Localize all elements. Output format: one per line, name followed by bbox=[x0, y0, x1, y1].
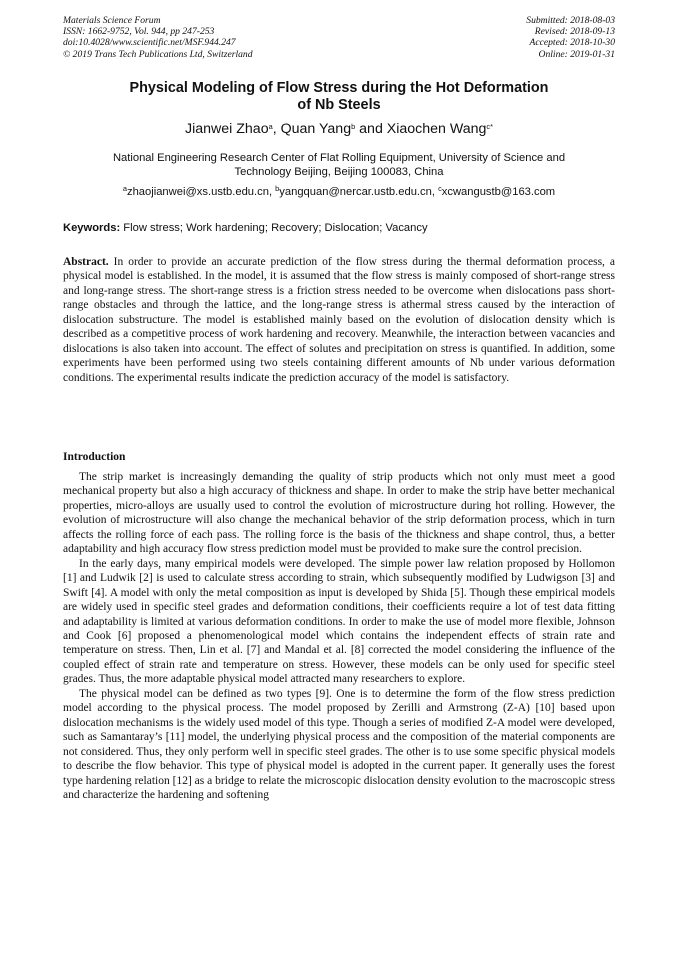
author-name: Jianwei Zhao bbox=[184, 121, 269, 137]
publication-dates bbox=[526, 15, 615, 60]
issn-line: ISSN: 1662-9752, Vol. 944, pp 247-253 bbox=[63, 26, 215, 38]
abstract bbox=[63, 255, 615, 385]
doi-line[interactable]: doi:10.4028/www.scientific.net/MSF.944.247 bbox=[63, 37, 236, 49]
author-marker: c* bbox=[486, 122, 493, 131]
paper-title bbox=[63, 80, 615, 114]
author-list bbox=[63, 121, 615, 138]
author-marker: b bbox=[351, 122, 356, 131]
affiliation-line-1: National Engineering Research Center of Flat Rolling Equipment, University of Science and bbox=[112, 152, 566, 164]
paragraph: The physical model can be defined as two types [9]. One is to determine the form of the flow stress prediction model according to the physical process. The model proposed by Zerilli and Armstrong (Z-A) [10] based upon dislocation mechanisms is the widely used model of this type. Though a series of modified Z-A model were developed, such as Samantaray’s [11] model, the underlying physical process and the composition of the material components are not considered. Thus, they only perform well in specific steel grades. The other is to use some specific physical models to describe the flow behavior. This type of physical model is adopted in the current paper. It generally uses the forest type hardening relation [12] as a bridge to relate the microscopic dislocation density evolution to the macroscopic stress and characterize the hardening and softening bbox=[63, 687, 615, 801]
keywords-text: Flow stress; Work hardening; Recovery; Dislocation; Vacancy bbox=[120, 222, 428, 234]
author-emails bbox=[63, 185, 615, 199]
paragraph: The strip market is increasingly demanding the quality of strip products which not only must meet a good mechanical property but also a high accuracy of thickness and shape. In order to make the strip have better mechanical properties, micro-alloys are usually used to control the evolution of microstructure during hot rolling. However, the evolution of microstructure will also change the mechanical behavior of the strip deformation process, which in turn affects the rolling force of each pass. The rolling force is the basis of the thickness and shape control, thus, a better adaptability and high accuracy flow stress prediction model must be provided to make sure the control precision. bbox=[63, 471, 615, 556]
author-separator: , bbox=[272, 121, 281, 137]
journal-info bbox=[63, 15, 253, 60]
abstract-text: In order to provide an accurate prediction of the flow stress during the thermal deformation process, a physical model is established. In the model, it is assumed that the flow stress is mainly composed of short-range stress and long-range stress. The short-range stress is a friction stress needed to be overcome when dislocations pass short-range obstacles and through the lattice, and the long-range stress is athermal stress caused by the interaction of dislocation substructure. The model is established mainly based on the evolution of dislocation density which is described as a competitive process of work hardening and recovery. Meanwhile, the interaction between vacancies and dislocations is also taken into account. The effect of solutes and precipitation on stress is quantified. In addition, some experiments have been performed using two steels containing different amounts of Nb under various deformation conditions. The experimental results indicate the prediction accuracy of the model is satisfactory. bbox=[63, 256, 615, 384]
email-address[interactable]: xcwangustb@163.com bbox=[441, 186, 556, 198]
online-date: Online: 2019-01-31 bbox=[538, 48, 615, 60]
submitted-date: Submitted: 2018-08-03 bbox=[526, 15, 615, 26]
paragraph: In the early days, many empirical models were developed. The simple power law relation proposed by Hollomon [1] and Ludwik [2] is used to calculate stress according to strain, which subsequently modified by Ludwigson [3] and Swift [4]. A model with only the metal composition as input is developed by Shida [5]. Though these empirical models are widely used in specific steel grades and deformation conditions, their coefficients require a lot of test data fitting and adaptability is limited at various deformation conditions. In order to make the use of model more flexible, Johnson and Cook [6] proposed a phenomenological model which contains the independent effects of strain rate and temperature on stress. Then, Lin et al. [7] and Mandal et al. [8] corrected the model considering the influence of the coupled effect of strain rate and temperature on stress. However, these models can be only used for specific steel grades. Thus, the more adaptable physical model attracted many researchers to explore. bbox=[63, 557, 615, 686]
email-marker: c bbox=[438, 184, 442, 193]
email-marker: a bbox=[122, 184, 127, 193]
title-line-1: Physical Modeling of Flow Stress during the Hot Deformation bbox=[129, 80, 549, 96]
journal-name: Materials Science Forum bbox=[63, 15, 161, 26]
copyright-line: © 2019 Trans Tech Publications Ltd, Switzerland bbox=[63, 48, 253, 60]
email-address[interactable]: yangquan@nercar.ustb.edu.cn, bbox=[279, 186, 439, 198]
email-marker: b bbox=[275, 184, 280, 193]
introduction-body bbox=[63, 470, 615, 802]
author-separator: and bbox=[355, 121, 387, 137]
keywords-label: Keywords: bbox=[63, 222, 121, 234]
section-heading: Introduction bbox=[63, 451, 126, 463]
email-address[interactable]: zhaojianwei@xs.ustb.edu.cn, bbox=[126, 186, 276, 198]
affiliation-line-2: Technology Beijing, Beijing 100083, China bbox=[234, 166, 444, 178]
abstract-label: Abstract. bbox=[63, 256, 109, 268]
author-marker: a bbox=[268, 122, 273, 131]
affiliation bbox=[63, 151, 615, 179]
author-name: Quan Yang bbox=[280, 121, 352, 137]
keywords bbox=[63, 221, 615, 235]
author-name: Xiaochen Wang bbox=[386, 121, 487, 137]
accepted-date: Accepted: 2018-10-30 bbox=[529, 37, 615, 49]
revised-date: Revised: 2018-09-13 bbox=[534, 26, 615, 38]
title-line-2: of Nb Steels bbox=[297, 97, 381, 113]
